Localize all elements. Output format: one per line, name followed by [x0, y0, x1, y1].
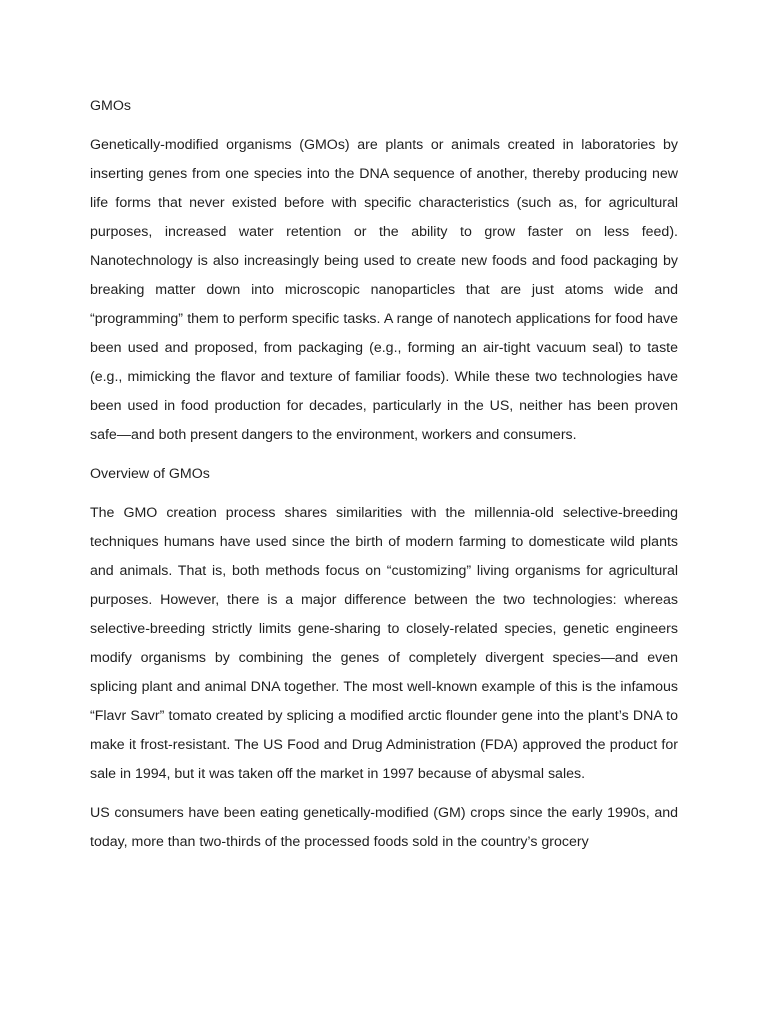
- document-page: [90, 92, 678, 867]
- document-title: GMOs: [90, 98, 131, 114]
- paragraph-intro: Genetically-modified organisms (GMOs) are plants or animals created in laboratories by inserting genes from one species into the DNA sequence of another, thereby producing new life forms that never existed before with specific characteristics (such as, for agricultural purposes, increased water retention or the ability to grow faster on less feed). Nanotechnology is also increasingly being used to create new foods and food packaging by breaking matter down into microscopic nanoparticles that are just atoms wide and “programming” them to perform specific tasks. A range of nanotech applications for food have been used and proposed, from packaging (e.g., forming an air-tight vacuum seal) to taste (e.g., mimicking the flavor and texture of familiar foods). While these two technologies have been used in food production for decades, particularly in the US, neither has been proven safe—and both present dangers to the environment, workers and consumers.: [90, 137, 678, 443]
- paragraph-consumers: US consumers have been eating genetically-modified (GM) crops since the early 1990s, and today, more than two-thirds of the processed foods sold in the country’s grocery: [90, 805, 678, 850]
- section-heading: Overview of GMOs: [90, 466, 210, 482]
- paragraph-overview: The GMO creation process shares similarities with the millennia-old selective-breeding techniques humans have used since the birth of modern farming to domesticate wild plants and animals. That is, both methods focus on “customizing” living organisms for agricultural purposes. However, there is a major difference between the two technologies: whereas selective-breeding strictly limits gene-sharing to closely-related species, genetic engineers modify organisms by combining the genes of completely divergent species—and even splicing plant and animal DNA together. The most well-known example of this is the infamous “Flavr Savr” tomato created by splicing a modified arctic flounder gene into the plant’s DNA to make it frost-resistant. The US Food and Drug Administration (FDA) approved the product for sale in 1994, but it was taken off the market in 1997 because of abysmal sales.: [90, 505, 678, 782]
